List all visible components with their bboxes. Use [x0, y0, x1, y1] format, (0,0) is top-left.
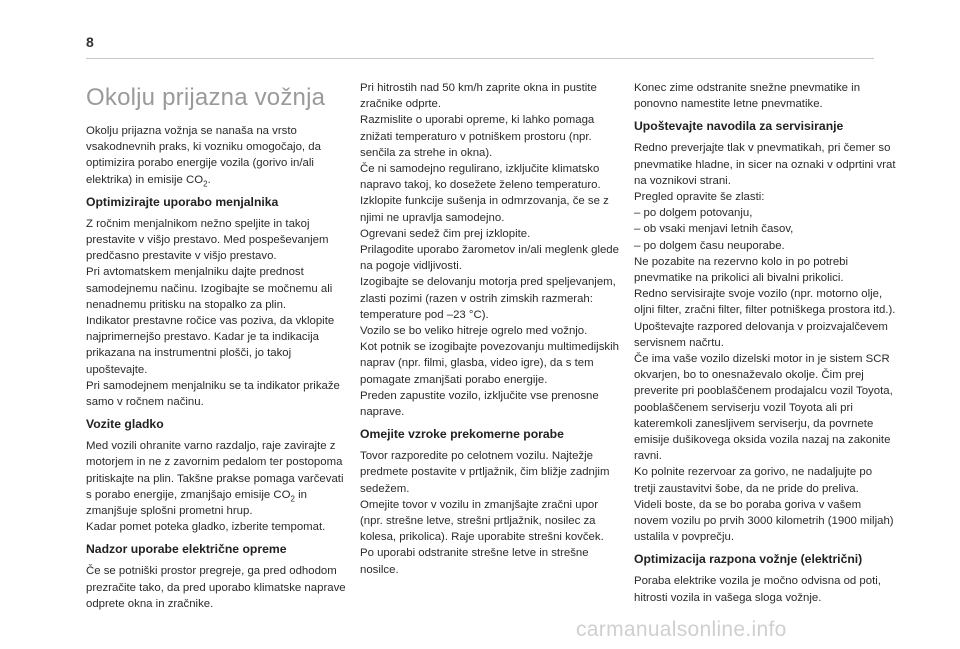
- paragraph: Prilagodite uporabo žarometov in/ali meglenk glede na pogoje vidljivosti.: [360, 244, 619, 273]
- paragraph: Z ročnim menjalnikom nežno speljite in takoj prestavite v višjo prestavo. Med pospeševanjem predčasno prestavite v višjo prestavo.: [86, 217, 329, 263]
- paragraph: Pregled opravite še zlasti:: [634, 191, 765, 204]
- intro-text: Okolju prijazna vožnja se nanaša na vrsto vsakodnevnih praks, ki vozniku omogočajo, da optimizira porabo energije vozila (gorivo in/ali elektrika) in emisije CO: [86, 125, 321, 186]
- list-item: – ob vsaki menjavi letnih časov,: [634, 223, 794, 236]
- header-divider: [86, 58, 874, 59]
- text: Med vozili ohranite varno razdaljo, raje zavirajte z motorjem in ne z zavornim pedalom ter postopoma pritiskajte na plin. Takšne prakse pomaga varčevati s porabo energije, zmanjšajo emisije CO: [86, 440, 344, 501]
- column-2: [360, 80, 622, 578]
- paragraph: Ogrevani sedež čim prej izklopite.: [360, 227, 531, 240]
- paragraph: Videli boste, da se bo poraba goriva v vašem novem vozilu po prvih 3000 kilometrih (1900 miljah) ustalila v povprečju.: [634, 498, 894, 544]
- intro-end: .: [207, 173, 211, 186]
- paragraph: Če ima vaše vozilo dizelski motor in je sistem SCR okvarjen, bo to onesnaževalo okolje. Čim prej preverite pri pooblaščenem prodajalcu vozil Toyota, pooblaščenem serviserju vozil Toyota ali pri kateremkoli zanesljivem serviserju, da povrnete emisije dušikovega oksida vozila nazaj na zakonite ravni.: [634, 353, 893, 463]
- paragraph: Izklopite funkcije sušenja in odmrzovanja, če se z njimi ne upravlja samodejno.: [360, 195, 609, 224]
- paragraph: Tovor razporedite po celotnem vozilu. Najtežje predmete postavite v prtljažnik, čim bližje zadnjim sedežem.: [360, 450, 610, 495]
- paragraph: Preden zapustite vozilo, izključite vse prenosne naprave.: [360, 389, 599, 419]
- paragraph: Poraba elektrike vozila je močno odvisna od poti, hitrosti vozila in vašega sloga vožnje.: [634, 575, 881, 604]
- watermark: carmanualsonline.info: [576, 618, 787, 641]
- paragraph: Redno servisirajte svoje vozilo (npr. motorno olje, oljni filter, zračni filter, filter potniškega prostora itd.). Upoštevajte razpored delovanja v proizvajalčevem servisnem načrtu.: [634, 288, 896, 349]
- intro-paragraph: [86, 123, 348, 188]
- column-1: [86, 83, 348, 612]
- paragraph: Ne pozabite na rezervno kolo in po potrebi pnevmatike na prikolici ali bivalni prikolici.: [634, 255, 849, 285]
- paragraph: Kadar pomet poteka gladko, izberite tempomat.: [86, 521, 326, 534]
- paragraph: Izogibajte se delovanju motorja pred speljevanjem, zlasti pozimi (razen v ostrih zimskih razmerah: temperature pod –23 °C).: [360, 276, 616, 321]
- paragraph: Kot potnik se izogibajte povezovanju multimedijskih naprav (npr. filmi, glasba, video igre), da s tem pomagate zmanjšati porabo energije.: [360, 341, 619, 386]
- heading-electrical-equipment: Nadzor uporabe električne opreme: [86, 542, 287, 557]
- paragraph: Pri avtomatskem menjalniku dajte prednost samodejnemu načinu. Izogibajte se močnemu ali nenadnemu pritisku na stopalko za plin.: [86, 266, 333, 311]
- paragraph: Omejite tovor v vozilu in zmanjšajte zračni upor (npr. strešne letve, strešni prtljažnik, nosilec za kolesa, prikolica). Raje uporabite strešni kovček.: [360, 498, 604, 544]
- paragraph: Po uporabi odstranite strešne letve in strešne nosilce.: [360, 547, 589, 576]
- paragraph: Pri hitrostih nad 50 km/h zaprite okna in pustite zračnike odprte.: [360, 82, 597, 111]
- paragraph: Indikator prestavne ročice vas poziva, da vklopite najprimernejšo prestavo. Kadar je ta indikacija prikazana na instrumentni plošči, jo takoj upoštevajte.: [86, 315, 335, 376]
- list-item: – po dolgem potovanju,: [634, 207, 753, 220]
- paragraph: Konec zime odstranite snežne pnevmatike in ponovno namestite letne pnevmatike.: [634, 82, 861, 111]
- heading-excess-consumption: Omejite vzroke prekomerne porabe: [360, 427, 564, 442]
- co2-subscript: 2: [290, 494, 295, 504]
- paragraph: Pri samodejnem menjalniku se ta indikator prikaže samo v ročnem načinu.: [86, 379, 340, 409]
- list-item: – po dolgem času neuporabe.: [634, 239, 785, 252]
- paragraph: Ko polnite rezervoar za gorivo, ne nadaljujte po tretji zaustavitvi šobe, da ne pride do preliva.: [634, 466, 873, 495]
- paragraph: Če ni samodejno regulirano, izključite klimatsko napravo takoj, ko dosežete želeno temperaturo.: [360, 163, 601, 192]
- paragraph: Vozilo se bo veliko hitreje ogrelo med vožnjo.: [360, 325, 588, 338]
- text: in zmanjšuje splošni prometni hrup.: [86, 488, 307, 518]
- page-title: Okolju prijazna vožnja: [86, 84, 326, 111]
- paragraph: Razmislite o uporabi opreme, ki lahko pomaga znižati temperaturo v potniškem prostoru (npr. senčila za strehe in okna).: [360, 114, 595, 159]
- paragraph: [86, 438, 348, 519]
- column-3: [634, 80, 896, 606]
- co2-subscript: 2: [203, 178, 208, 188]
- paragraph: Če se potniški prostor pregreje, ga pred odhodom prezračite tako, da pred uporabo klimatske naprave odprete okna in zračnike.: [86, 565, 346, 610]
- heading-range-optimization: Optimizacija razpona vožnje (električni): [634, 552, 863, 567]
- heading-transmission: Optimizirajte uporabo menjalnika: [86, 194, 279, 209]
- paragraph: Redno preverjajte tlak v pnevmatikah, pri čemer so pnevmatike hladne, in sicer na oznaki v odprtini vrat na voznikovi strani.: [634, 142, 896, 187]
- heading-servicing: Upoštevajte navodila za servisiranje: [634, 119, 844, 134]
- page-number: 8: [86, 34, 94, 50]
- heading-drive-smoothly: Vozite gladko: [86, 417, 164, 432]
